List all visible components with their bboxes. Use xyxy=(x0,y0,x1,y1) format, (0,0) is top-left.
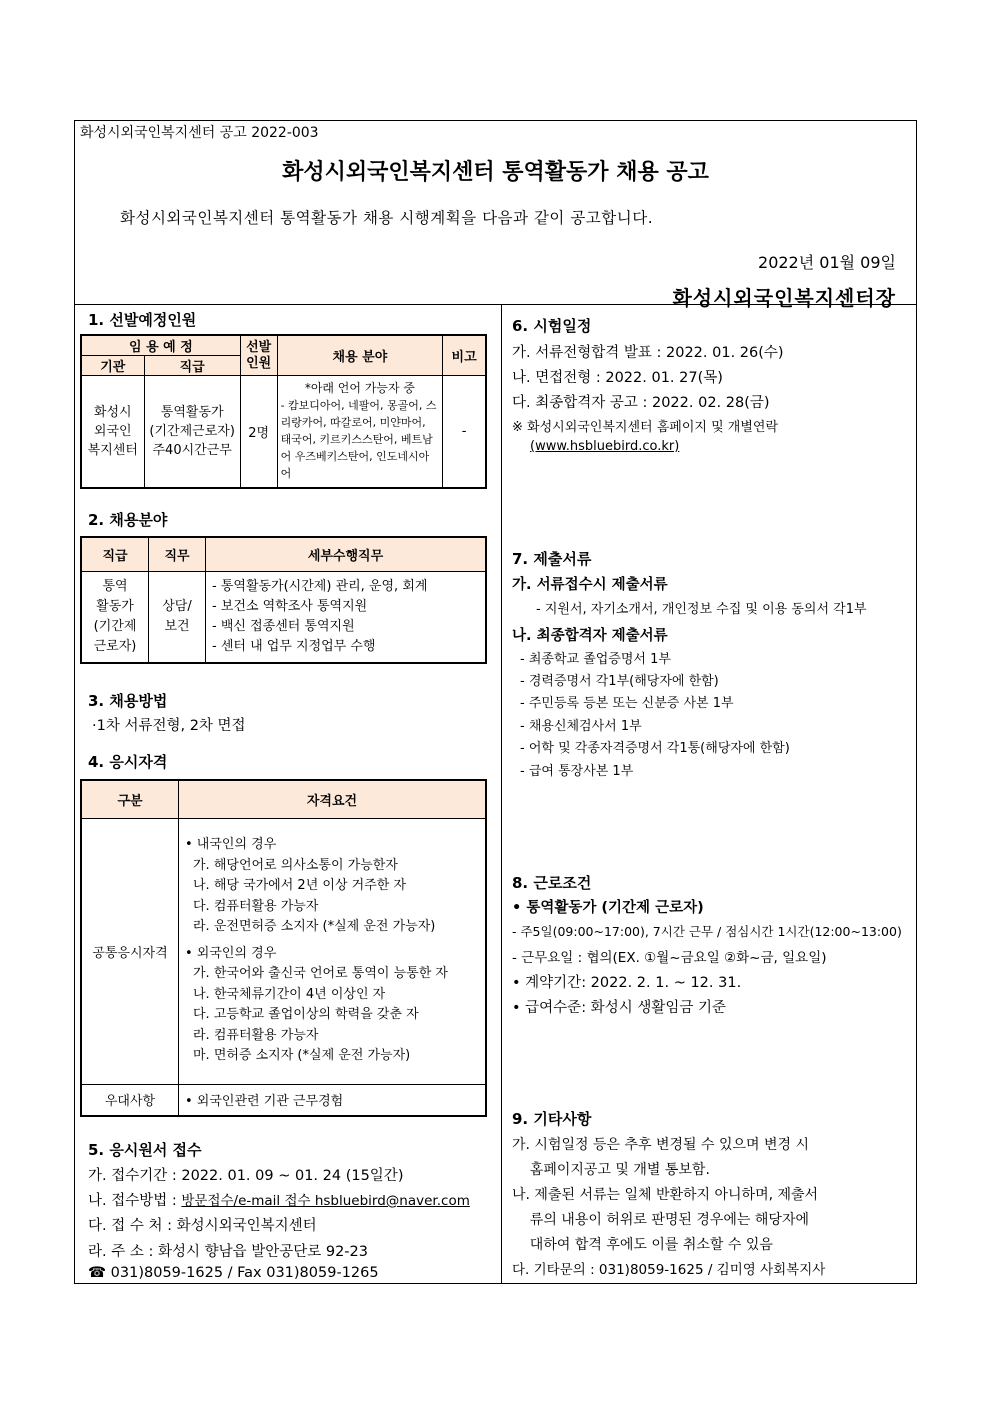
duty-item: - 백신 접종센터 통역지원 xyxy=(212,618,355,634)
th-note: 비고 xyxy=(443,335,486,376)
section-2-title: 2. 채용분야 xyxy=(88,511,168,529)
th-rank: 직급 xyxy=(144,356,240,376)
homepage-link[interactable]: (www.hsbluebird.co.kr) xyxy=(530,439,680,454)
docs-b-item: - 채용신체검사서 1부 xyxy=(520,719,642,734)
signer: 화성시외국인복지센터장 xyxy=(672,286,896,310)
etc-item: 대하여 합격 후에도 이를 취소할 수 있음 xyxy=(512,1237,773,1253)
docs-b-item: - 경력증명서 각1부(해당자에 한함) xyxy=(520,674,719,689)
section-4-title: 4. 응시자격 xyxy=(88,753,168,771)
foreign-item: 가. 한국어와 출신국 언어로 통역이 능통한 자 xyxy=(193,966,448,982)
th-duties: 세부수행직무 xyxy=(206,537,487,571)
duty-item: - 통역활동가(시간제) 관리, 운영, 회계 xyxy=(212,578,428,594)
notice-number: 화성시외국인복지센터 공고 2022-003 xyxy=(80,125,319,141)
duty-item: - 센터 내 업무 지정업무 수행 xyxy=(212,638,376,654)
section-6-title: 6. 시험일정 xyxy=(512,317,592,335)
apply-contact: ☎ 031)8059-1625 / Fax 031)8059-1265 xyxy=(88,1265,379,1281)
duties-cell xyxy=(206,571,487,663)
section-8-title: 8. 근로조건 xyxy=(512,874,592,892)
docs-a-item: - 지원서, 자기소개서, 개인정보 수집 및 이용 동의서 각1부 xyxy=(536,602,867,617)
pref-label: 우대사항 xyxy=(81,1084,179,1116)
korean-item: 나. 해당 국가에서 2년 이상 거주한 자 xyxy=(193,878,407,894)
docs-b-title: 나. 최종합격자 제출서류 xyxy=(512,628,668,644)
page-title: 화성시외국인복지센터 통역활동가 채용 공고 xyxy=(282,160,709,185)
th-type: 구분 xyxy=(81,780,179,818)
th-org: 기관 xyxy=(81,356,144,376)
work-item: • 계약기간: 2022. 2. 1. ~ 12. 31. xyxy=(512,975,742,991)
work-item: - 주5일(09:00~17:00), 7시간 근무 / 점심시간 1시간(12:00~13:00) xyxy=(512,924,902,939)
docs-b-item: - 급여 통장사본 1부 xyxy=(520,764,634,779)
job-field-table xyxy=(80,536,487,664)
recruit-count-table xyxy=(80,334,487,489)
pref-value: • 외국인관련 기관 근무경험 xyxy=(179,1084,487,1116)
note-cell: - xyxy=(443,376,486,488)
foreign-head: • 외국인의 경우 xyxy=(185,945,277,961)
column-divider xyxy=(501,304,502,1284)
etc-item: 류의 내용이 허위로 판명된 경우에는 해당자에 xyxy=(512,1212,810,1228)
th-plan: 임 용 예 정 xyxy=(81,335,240,356)
th-req: 자격요건 xyxy=(179,780,487,818)
etc-item: 나. 제출된 서류는 일체 반환하지 아니하며, 제출서 xyxy=(512,1187,819,1203)
notice-date: 2022년 01월 09일 xyxy=(758,253,896,272)
apply-email-link[interactable]: 방문접수/e-mail 접수 hsbluebird@naver.com xyxy=(181,1193,470,1209)
schedule-note: ※ 화성시외국인복지센터 홈페이지 및 개별연락 xyxy=(512,420,779,435)
intro-text: 화성시외국인복지센터 통역활동가 채용 시행계획을 다음과 같이 공고합니다. xyxy=(120,209,654,227)
work-sub: • 통역활동가 (기간제 근로자) xyxy=(512,900,704,916)
th-job: 직무 xyxy=(149,537,206,571)
foreign-item: 다. 고등학교 졸업이상의 학력을 갖춘 자 xyxy=(193,1007,419,1023)
duty-item: - 보건소 역학조사 통역지원 xyxy=(212,598,368,614)
rank-cell: 통역 활동가 (기간제 근로자) xyxy=(81,571,149,663)
work-item: - 근무요일 : 협의(EX. ①월~금요일 ②화~금, 일요일) xyxy=(512,950,827,966)
section-1-title: 1. 선발예정인원 xyxy=(88,311,197,329)
korean-head: • 내국인의 경우 xyxy=(185,837,277,853)
work-item: • 급여수준: 화성시 생활임금 기준 xyxy=(512,1000,726,1016)
method-text: ·1차 서류전형, 2차 면접 xyxy=(92,718,246,734)
etc-item: 가. 시험일정 등은 추후 변경될 수 있으며 변경 시 xyxy=(512,1137,810,1153)
schedule-item: 나. 면접전형 : 2022. 01. 27(목) xyxy=(512,370,723,386)
docs-a-title: 가. 서류접수시 제출서류 xyxy=(512,577,668,593)
apply-method-prefix: 나. 접수방법 : xyxy=(88,1193,182,1209)
section-5-title: 5. 응시원서 접수 xyxy=(88,1141,202,1159)
apply-address: 라. 주 소 : 화성시 향남읍 발안공단로 92-23 xyxy=(88,1244,368,1260)
th-count: 선발 인원 xyxy=(240,335,277,376)
org-cell: 화성시 외국인 복지센터 xyxy=(81,376,144,488)
korean-item: 다. 컴퓨터활용 가능자 xyxy=(193,898,319,914)
korean-item: 라. 운전면허증 소지자 (*실제 운전 가능자) xyxy=(193,919,436,935)
foreign-item: 라. 컴퓨터활용 가능자 xyxy=(193,1027,319,1043)
apply-period: 가. 접수기간 : 2022. 01. 09 ~ 01. 24 (15일간) xyxy=(88,1168,404,1184)
section-3-title: 3. 채용방법 xyxy=(88,692,168,710)
korean-item: 가. 해당언어로 의사소통이 가능한자 xyxy=(193,857,398,873)
th-field: 채용 분야 xyxy=(277,335,443,376)
docs-b-item: - 어학 및 각종자격증명서 각1통(해당자에 한함) xyxy=(520,741,790,756)
apply-place: 다. 접 수 처 : 화성시외국인복지센터 xyxy=(88,1218,317,1234)
foreign-item: 마. 면허증 소지자 (*실제 운전 가능자) xyxy=(193,1048,411,1064)
section-9-title: 9. 기타사항 xyxy=(512,1110,592,1128)
field-langs: - 캄보디아어, 네팔어, 몽골어, 스리랑카어, 따갈로어, 미얀마어, 태국어, 키르키스스탄어, 베트남어 우즈베키스탄어, 인도네시아어 xyxy=(280,399,437,481)
count-cell: 2명 xyxy=(240,376,277,488)
schedule-item: 다. 최종합격자 공고 : 2022. 02. 28(금) xyxy=(512,395,770,411)
rank-cell: 통역활동가 (기간제근로자) 주40시간근무 xyxy=(144,376,240,488)
foreign-item: 나. 한국체류기간이 4년 이상인 자 xyxy=(193,986,386,1002)
divider xyxy=(74,304,917,305)
qualification-table xyxy=(80,779,487,1117)
field-head: *아래 언어 가능자 중 xyxy=(304,381,415,396)
section-7-title: 7. 제출서류 xyxy=(512,550,592,568)
etc-item: 다. 기타문의 : 031)8059-1625 / 김미영 사회복지사 xyxy=(512,1262,826,1278)
job-cell: 상담/ 보건 xyxy=(149,571,206,663)
etc-item: 홈페이지공고 및 개별 통보함. xyxy=(512,1162,710,1178)
docs-b-item: - 최종학교 졸업증명서 1부 xyxy=(520,652,671,667)
apply-method-row xyxy=(88,1189,470,1210)
schedule-item: 가. 서류전형합격 발표 : 2022. 01. 26(수) xyxy=(512,345,784,361)
common-label: 공통응시자격 xyxy=(81,818,179,1084)
docs-b-item: - 주민등록 등본 또는 신분증 사본 1부 xyxy=(520,696,734,711)
th-rank: 직급 xyxy=(81,537,149,571)
